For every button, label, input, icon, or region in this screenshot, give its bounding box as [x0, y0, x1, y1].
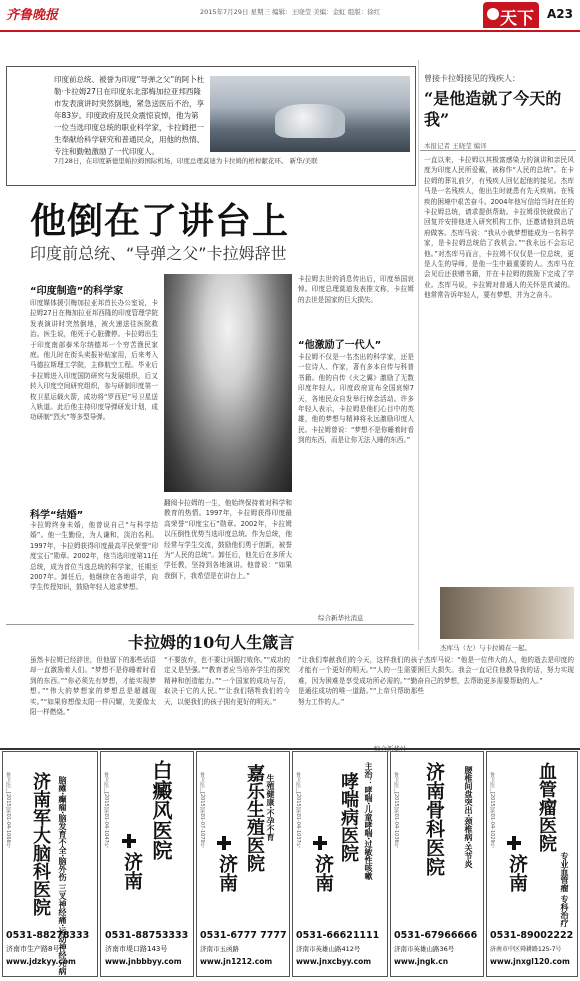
ad-phone[interactable]: 0531-88278333 — [6, 930, 90, 941]
side-story-byline: 本报记者 王晓莹 编译 — [424, 142, 487, 150]
section-label: 天下 — [500, 9, 534, 29]
ad-title: 血管瘤医院 — [536, 762, 557, 852]
article-text: 卡拉姆终身未婚，他曾说自己“与科学结婚”。他一生勤俭，为人谦和，淡泊名利。1997年，卡拉姆获得印度最高平民荣誉“印度宝石”勋章。2002年，他当选印度第11任总统，成为首位当选总统的科学家，任期至2007年。卸任后，他继续在各地讲学，向学生传授知识，鼓励年轻人追求梦想。 — [30, 521, 158, 592]
quotes-title: 卡拉姆的10句人生箴言 — [128, 633, 295, 652]
ad-address: 济南市生产路8号 — [6, 945, 60, 953]
ad-title: 白癜风医院 — [149, 760, 173, 860]
ad-city: 济南 — [312, 854, 334, 892]
ad-website[interactable]: www.jnxcbyy.com — [296, 957, 372, 966]
ad-phone[interactable]: 0531-89002222 — [490, 930, 574, 941]
quotes-text: “让我们奉献我们的今天，这样我们的孩子才能有一个更好的明天。”“人的一生需要困难，因为困难是享受成功所必需的。”“勤奋是通往成功的唯一道路。”“上帝只帮助那些努力工作的人。” — [298, 656, 424, 706]
ad-asthma-hospital[interactable] — [292, 751, 388, 977]
ad-website[interactable]: www.jnbbbyy.com — [105, 957, 182, 966]
ad-title: 济南军大脑科医院 — [30, 772, 51, 916]
ad-website[interactable]: www.jdzkyy.com — [6, 957, 76, 966]
issue-meta: 2015年7月29日 星期三 编辑：王晓莹 美编：金虹 组版：徐红 — [200, 8, 381, 16]
section-subhead: “他激励了一代人” — [298, 340, 382, 351]
section-subhead: 科学“结婚” — [30, 510, 84, 521]
section-subhead: “印度制造”的科学家 — [30, 286, 124, 297]
side-story-photo — [440, 587, 574, 639]
ad-slogan: 生殖健康·不孕不育 — [266, 774, 275, 842]
ad-address: 济南市英雄山路36号 — [394, 945, 455, 953]
medical-cross-icon — [217, 836, 231, 850]
ad-slogan: 专业血管瘤 专科治疗 — [560, 852, 569, 927]
ad-title: 哮喘病医院 — [338, 772, 359, 862]
masthead — [0, 0, 580, 32]
ad-license: 鲁卫医广[2015]第01-04-1037号 — [295, 772, 301, 848]
article-text: 翻阅卡拉姆的一生，他始终保持着对科学和教育的热情。1997年，卡拉姆获得印度最高荣誉“印度宝石”勋章。2002年，卡拉姆以压倒性优势当选印度总统。作为总统，他经常与学生交流，鼓励他们勇于创新，被誉为“人民的总统”。卸任后，他先后在多所大学任教，坚持到各地演讲。他曾说：“如果我倒下，我希望是在讲台上。” — [164, 499, 292, 580]
ad-address: 济南市玉函路 — [200, 945, 239, 953]
side-story-body-continued: 杰库马说：“他是一位伟大的人，他的逝去是印度的巨大损失。我会一直记住他教导我的话，努力实现自己的梦想，去帮助更多需要帮助的人。” — [424, 656, 574, 685]
side-story-body: 一直以来，卡拉姆以其极富感染力的演讲和亲民风度为印度人民所爱戴，被称作“人民的总统”。在卡拉姆的葬礼前夕，有残疾人回忆起他的接见。杰库马是一名残疾人，他出生时就患有先天疾病。在残疾的困境中艰苦奋斗。2004年他写信给当时在任的卡拉姆总统，请求提供帮助。卡拉姆很快就做出了回复并安排他进入研究机构工作，还邀请他到总统府做客。杰库马说：“我从小就梦想能成为一名科学家，是卡拉姆总统给了我机会。”“我永远不会忘记他。”对杰库马而言，卡拉姆不仅仅是一位总统，更是人生的导师，是他一生中最重要的人。杰库马在会见后还获赠书籍，并在卡拉姆的鼓励下完成了学业。杰库马说，卡拉姆对普通人的关怀是真诚的。他常常告诉年轻人，要有梦想，并为之奋斗。 — [424, 156, 574, 300]
ad-website[interactable]: www.jngk.cn — [394, 957, 449, 966]
ad-address: 济南市中区舜耕路125-7号 — [490, 946, 562, 953]
medical-cross-icon — [122, 834, 136, 848]
medical-cross-icon — [507, 836, 521, 850]
ad-license: 鲁卫医广[2015]第01-04-1029号 — [489, 772, 495, 848]
ad-city: 济南 — [216, 854, 238, 892]
ad-slogan: 腰椎间盘突出·颈椎病·关节炎 — [464, 766, 473, 869]
newspaper-logo: 齐鲁晚报 — [6, 8, 59, 23]
ad-city: 济南 — [506, 854, 528, 892]
page-number: A23 — [547, 7, 573, 21]
story-summary: 印度前总统、被誉为印度“导弹之父”的阿卜杜勒·卡拉姆27日在印度东北部梅加拉亚邦西隆市发表演讲时突然倒地，紧急送医后不治，享年83岁。印度政府及民众震惊哀悼，他为第一位当选印度总统的职业科学家，卡拉姆把一生奉献给科学研究和普通民众，用他的热情、专注和勤勉激励了一代印度人。 — [54, 75, 205, 156]
kalam-portrait — [164, 274, 292, 492]
side-story-headline: “是他造就了今天的我” — [424, 89, 562, 129]
ad-license: 鲁卫医广[2015]第01-04-1047号 — [103, 772, 109, 848]
ad-slogan: 脑瘫·癫痫·脑发育不全·脑外伤 三叉神经痛·运动神经元病 — [58, 776, 67, 975]
ad-fertility-hospital[interactable] — [196, 751, 290, 977]
ad-city: 济南 — [121, 852, 143, 890]
ad-license: 鲁卫医广[2015]第01-07-1070号 — [199, 772, 205, 848]
ad-address: 济南市英雄山路412号 — [296, 945, 361, 953]
ad-website[interactable]: www.jn1212.com — [200, 957, 273, 966]
ad-phone[interactable]: 0531-6777 7777 — [200, 930, 287, 941]
ads-divider — [0, 748, 580, 750]
ad-brain-hospital[interactable] — [2, 751, 98, 977]
ad-phone[interactable]: 0531-67966666 — [394, 930, 478, 941]
article-source: 综合新华社消息 — [318, 614, 364, 622]
ad-phone[interactable]: 0531-88753333 — [105, 930, 189, 941]
article-text: 印度媒体援引梅加拉亚邦首长办公室说，卡拉姆27日在梅加拉亚邦西隆的印度管理学院发表演讲时突然倒地，被火速送往医院救治。医生说，他死于心脏骤停。卡拉姆出生于印度南部泰米尔纳德邦一个穷苦渔民家庭。他儿时在街头卖报补贴家用，后来考入马德拉斯理工学院，主修航空工程。毕业后卡拉姆进入印度国防研究与发展组织，后又转入印度空间研究组织，参与研制印度第一枚卫星运载火箭，成功将“罗西尼”号卫星送入轨道。此后他主持印度导弹研发计划，成功研制“烈火”等多型导弹。 — [30, 299, 158, 422]
coffin-wreath — [275, 104, 345, 138]
ad-orthopedic-hospital[interactable] — [390, 751, 484, 977]
ad-license: 鲁卫医广[2015]第01-04-1066号 — [5, 772, 11, 848]
main-subheadline: 印度前总统、“导弹之父”卡拉姆辞世 — [30, 244, 287, 263]
ad-slogan: 主治：哮喘·儿童哮喘·过敏性咳嗽 — [364, 762, 373, 881]
ad-phone[interactable]: 0531-66621111 — [296, 930, 380, 941]
medical-cross-icon — [313, 836, 327, 850]
ad-vitiligo-hospital[interactable] — [100, 751, 194, 977]
side-story-subhead: 曾接卡拉姆接见的残疾人： — [424, 74, 520, 83]
globe-icon — [487, 8, 499, 20]
article-text: 卡拉姆不仅是一名杰出的科学家，还是一位诗人、作家，著有多本自传与科普书籍。他的自传《火之翼》激励了无数印度年轻人。印度政府宣布全国哀悼7天，各地民众自发举行悼念活动。许多年轻人表示，卡拉姆是他们心目中的英雄，他的梦想与精神将永远激励印度人民。卡拉姆曾说：“梦想不是你睡着时看到的东西，而是让你无法入睡的东西。” — [298, 353, 414, 445]
main-headline: 他倒在了讲台上 — [30, 200, 290, 242]
column-divider — [418, 60, 419, 650]
divider — [420, 150, 576, 151]
ad-website[interactable]: www.jnxgl120.com — [490, 957, 570, 966]
photo-caption: 7月28日，在印度新德里帕拉姆国际机场，印度总理莫迪为卡拉姆的棺椁献花环。 新华/美联 — [54, 157, 318, 165]
divider — [6, 624, 414, 625]
quotes-text: 虽然卡拉姆已经辞世，但他留下的那些话语却一直激励着人们。“梦想不是你睡着时看到的东西。”“你必须先有梦想，才能实现梦想。”“伟大的梦想家的梦想总是超越现实。”“如果你想像太阳一样闪耀，先要像太阳一样燃烧。” — [30, 656, 156, 717]
side-photo-caption: 杰库马（左）与卡拉姆在一起。 — [440, 644, 531, 652]
article-text: 卡拉姆去世的消息传出后，印度举国哀悼。印度总理莫迪发表推文称，卡拉姆的去世是国家的巨大损失。 — [298, 275, 414, 304]
quotes-text: “不要放弃，也不要让问题打败你。”“成功的定义是坚强。”“教育者应当培养学生的探究精神和创造能力。”“一个国家的成功与否，取决于它的人民。”“让我们牺牲我们的今天，以便我们的孩子拥有更好的明天。” — [164, 656, 290, 706]
ad-title: 济南骨科医院 — [423, 762, 445, 876]
ad-title: 嘉乐生殖医院 — [244, 764, 265, 872]
ad-license: 鲁卫医广[2015]第01-04-1036号 — [393, 772, 399, 848]
ad-hemangioma-hospital[interactable] — [486, 751, 578, 977]
ad-address: 济南市堤口路143号 — [105, 945, 168, 953]
